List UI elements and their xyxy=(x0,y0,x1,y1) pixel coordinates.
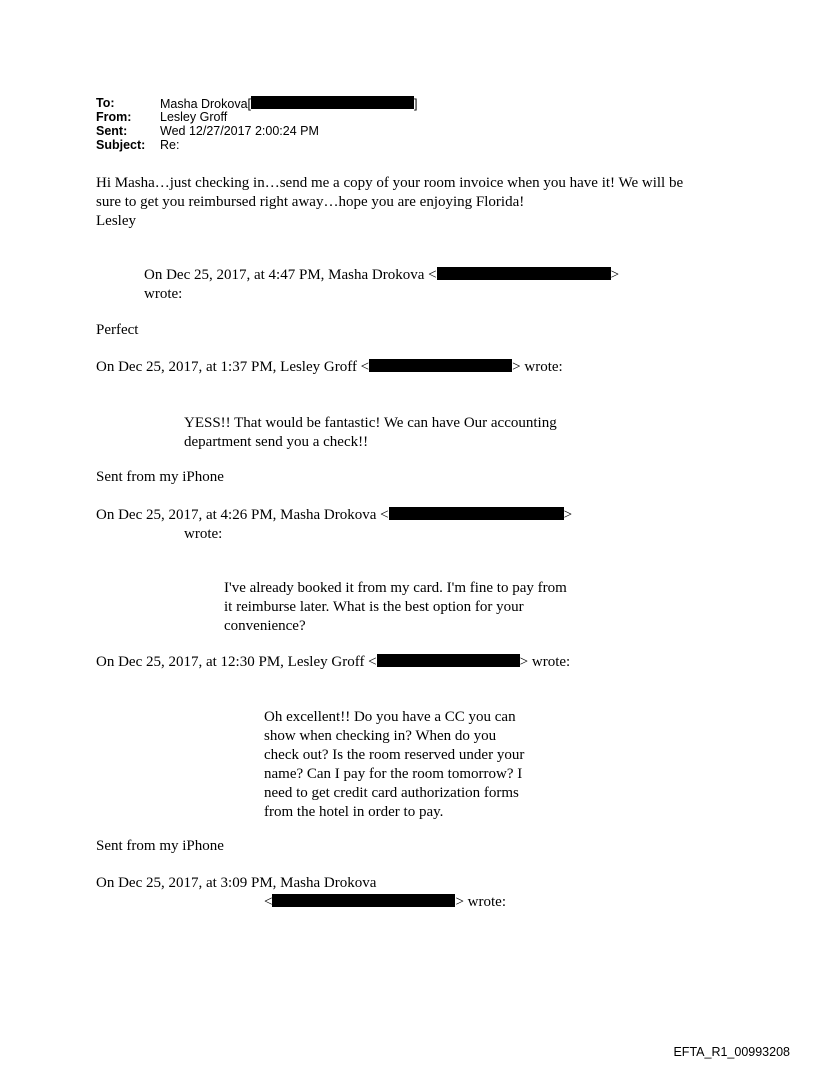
message-line: convenience? xyxy=(224,618,306,634)
to-label: To: xyxy=(96,96,115,110)
to-close: ] xyxy=(414,97,418,111)
quote-header-line2 xyxy=(264,893,506,913)
quote-header xyxy=(144,266,619,286)
message-line: name? Can I pay for the room tomorrow? I xyxy=(264,766,523,782)
message-signature: Lesley xyxy=(96,213,136,229)
subject-value: Re: xyxy=(160,138,180,152)
quote-header-close: > wrote: xyxy=(455,894,506,910)
sent-label: Sent: xyxy=(96,124,128,138)
redacted-email-block xyxy=(369,359,512,372)
sent-from-iphone: Sent from my iPhone xyxy=(96,469,224,485)
quote-header-text: On Dec 25, 2017, at 4:26 PM, Masha Drokova < xyxy=(96,507,389,523)
from-value: Lesley Groff xyxy=(160,110,228,124)
message-line: department send you a check!! xyxy=(184,434,369,450)
quote-header-close: > xyxy=(610,267,620,283)
message-line: Perfect xyxy=(96,322,139,338)
sent-from-iphone: Sent from my iPhone xyxy=(96,838,224,854)
sent-value: Wed 12/27/2017 2:00:24 PM xyxy=(160,124,319,138)
message-line: YESS!! That would be fantastic! We can have Our accounting xyxy=(184,415,557,431)
from-label: From: xyxy=(96,110,132,124)
redacted-email-block xyxy=(389,507,564,520)
quote-header-text: On Dec 25, 2017, at 12:30 PM, Lesley Groff < xyxy=(96,654,377,670)
quote-header-text: On Dec 25, 2017, at 1:37 PM, Lesley Groff < xyxy=(96,359,370,375)
quote-header-close: > wrote: xyxy=(519,654,571,670)
message-line: Hi Masha…just checking in…send me a copy of your room invoice when you have it! We will be xyxy=(96,175,684,191)
message-line: I've already booked it from my card. I'm fine to pay from xyxy=(224,580,567,596)
to-name: Masha Drokova[ xyxy=(160,97,252,111)
quote-header xyxy=(96,358,563,378)
message-line: from the hotel in order to pay. xyxy=(264,804,444,820)
quote-header-close: > wrote: xyxy=(512,359,563,375)
quote-header xyxy=(96,653,570,673)
redacted-email-block xyxy=(437,267,611,280)
message-line: need to get credit card authorization forms xyxy=(264,785,519,801)
message-line: sure to get you reimbursed right away…hope you are enjoying Florida! xyxy=(96,194,525,210)
redacted-email-block xyxy=(377,654,520,667)
redacted-email-block xyxy=(272,894,455,907)
message-line: it reimburse later. What is the best option for your xyxy=(224,599,524,615)
quote-header-open: < xyxy=(264,894,273,910)
to-value xyxy=(160,96,418,111)
quote-header-close: > xyxy=(563,507,573,523)
document-id: EFTA_R1_00993208 xyxy=(673,1045,790,1059)
quote-header xyxy=(96,506,572,526)
redacted-email-block xyxy=(251,96,414,109)
message-line: Oh excellent!! Do you have a CC you can xyxy=(264,709,516,725)
quote-header-text: On Dec 25, 2017, at 4:47 PM, Masha Drokova < xyxy=(144,267,437,283)
subject-label: Subject: xyxy=(96,138,146,152)
message-line: show when checking in? When do you xyxy=(264,728,497,744)
message-line: check out? Is the room reserved under your xyxy=(264,747,525,763)
quote-wrote: wrote: xyxy=(184,526,223,542)
quote-header: On Dec 25, 2017, at 3:09 PM, Masha Drokova xyxy=(96,875,377,891)
quote-wrote: wrote: xyxy=(144,286,183,302)
